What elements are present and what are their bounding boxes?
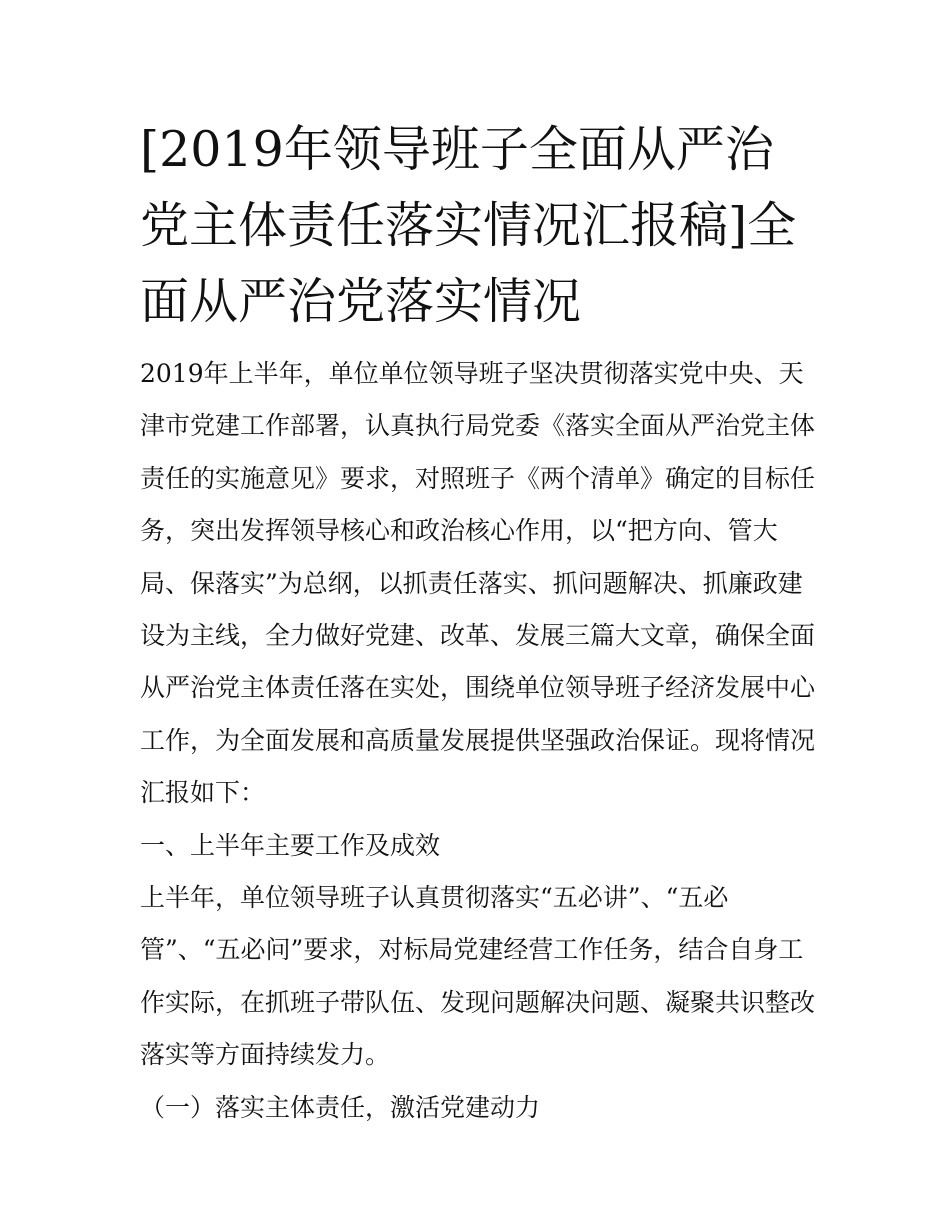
- intro-paragraph: [140, 348, 830, 820]
- text-line: 工作，为全面发展和高质量发展提供坚强政治保证。现将情况: [140, 725, 816, 755]
- text-line: 责任的实施意见》要求，对照班子《两个清单》确定的目标任: [140, 463, 816, 493]
- heading-line: 一、上半年主要工作及成效: [140, 830, 441, 860]
- text-line: 设为主线，全力做好党建、改革、发展三篇大文章，确保全面: [140, 621, 816, 651]
- title-line: [2019年领导班子全面从严治: [140, 121, 774, 178]
- document-page: [140, 112, 830, 1134]
- document-title: [140, 112, 830, 340]
- text-line: 管”、“五必问”要求，对标局党建经营工作任务，结合自身工: [140, 935, 804, 965]
- title-line: 面从严治党落实情况: [140, 273, 582, 330]
- text-line: 2019年上半年，单位单位领导班子坚决贯彻落实党中央、天: [140, 359, 804, 388]
- text-line: 局、保落实”为总纲，以抓责任落实、抓问题解决、抓廉政建: [140, 568, 803, 598]
- section-paragraph: [140, 872, 830, 1082]
- text-line: 汇报如下：: [140, 778, 266, 808]
- title-line: 党主体责任落实情况汇报稿]全: [140, 197, 797, 254]
- text-line: 务，突出发挥领导核心和政治核心作用，以“把方向、管大: [140, 516, 778, 546]
- heading-line: （一）落实主体责任，激活党建动力: [140, 1092, 541, 1122]
- subsection-heading: [140, 1082, 830, 1134]
- text-line: 从严治党主体责任落在实处，围绕单位领导班子经济发展中心: [140, 673, 816, 703]
- section-heading: [140, 820, 830, 872]
- text-line: 作实际，在抓班子带队伍、发现问题解决问题、凝聚共识整改: [140, 987, 816, 1017]
- text-line: 津市党建工作部署，认真执行局党委《落实全面从严治党主体: [140, 411, 816, 441]
- text-line: 落实等方面持续发力。: [140, 1040, 391, 1070]
- text-line: 上半年，单位领导班子认真贯彻落实“五必讲”、“五必: [140, 883, 729, 913]
